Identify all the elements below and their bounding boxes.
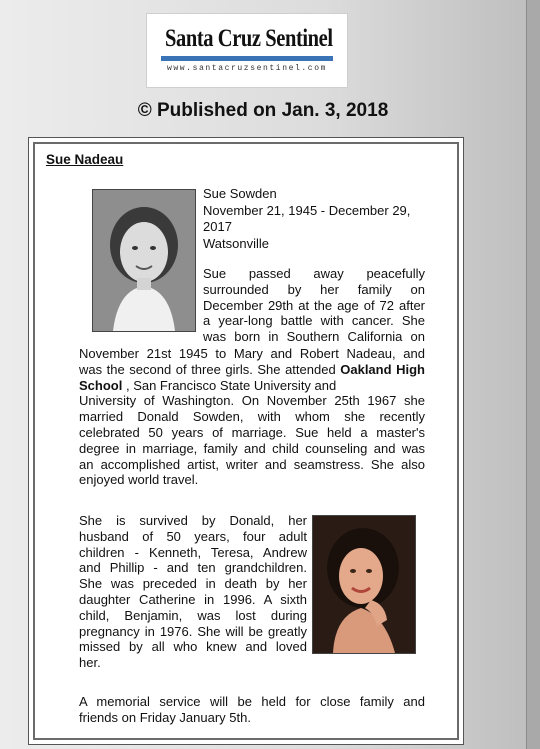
para2-line: child, Benjamin, was lost during: [79, 607, 307, 623]
obituary-info: [203, 186, 427, 252]
obituary-frame: [33, 142, 459, 740]
para1-line: celebrated 50 years of marriage. Sue held a master's: [79, 424, 425, 440]
page-edge: [526, 0, 540, 749]
full-name: Sue Sowden: [203, 186, 277, 201]
para1-top-line: was born in Southern California on: [203, 329, 425, 345]
portrait-photo-young: [92, 189, 196, 332]
para1-line: November 21st 1945 to Mary and Robert Nadeau, and: [79, 346, 425, 361]
para1-line: was the second of three girls. She attended: [79, 361, 336, 377]
paragraph-1-bottom: [79, 346, 425, 488]
para1-line: degree in marriage, family and child counseling and was: [79, 440, 425, 456]
para2-line: She is survived by Donald, her: [79, 513, 307, 528]
paragraph-1-top: [203, 266, 425, 345]
paragraph-3: [79, 694, 425, 726]
para2-line: She was preceded in death by her: [79, 576, 307, 592]
dates-line2: 2017: [203, 219, 232, 234]
masthead-rule: [161, 56, 333, 61]
para3-line: A memorial service will be held for close family and: [79, 694, 425, 709]
dates-line1: November 21, 1945 - December 29,: [203, 202, 411, 218]
portrait-photo-older: [312, 515, 416, 654]
para1-line: , San Francisco State University and: [125, 377, 337, 393]
para2-line: and Phillip - and ten grandchildren.: [79, 560, 307, 576]
para2-line: her.: [79, 655, 101, 671]
obituary-card: [28, 137, 464, 745]
school-name: Oakland High School: [79, 361, 425, 393]
para1-top-line: surrounded by her family on: [203, 281, 425, 297]
para1-top-line: December 29th at the age of 72 after: [203, 297, 425, 313]
para1-line: married Donald Sowden, with whom she recently: [79, 409, 425, 425]
masthead-url: www.santacruzsentinel.com: [166, 64, 328, 73]
location: Watsonville: [203, 235, 269, 251]
para1-line: University of Washington. On November 25th 1967 she: [79, 393, 425, 409]
obituary-title: Sue Nadeau: [46, 152, 124, 167]
para2-line: missed by all who knew and loved: [79, 639, 307, 655]
para1-top-line: a year-long battle with cancer. She: [203, 313, 425, 329]
paragraph-2: [79, 513, 307, 671]
para2-line: pregnancy in 1976. She will be greatly: [79, 623, 307, 639]
para3-line: friends on Friday January 5th.: [79, 710, 251, 725]
masthead-name: Santa Cruz Sentinel: [165, 25, 333, 52]
para1-top-line: Sue passed away peacefully: [203, 266, 425, 281]
para1-line: enjoyed world travel.: [79, 472, 199, 488]
para2-line: daughter Catherine in 1996. A sixth: [79, 591, 307, 607]
para2-line: husband of 50 years, four adult: [79, 528, 307, 544]
published-date: © Published on Jan. 3, 2018: [137, 100, 389, 121]
masthead-logo: [146, 13, 348, 88]
para1-line: an accomplished artist, writer and seamstress. She also: [79, 456, 425, 472]
para2-line: children - Kenneth, Teresa, Andrew: [79, 544, 307, 560]
